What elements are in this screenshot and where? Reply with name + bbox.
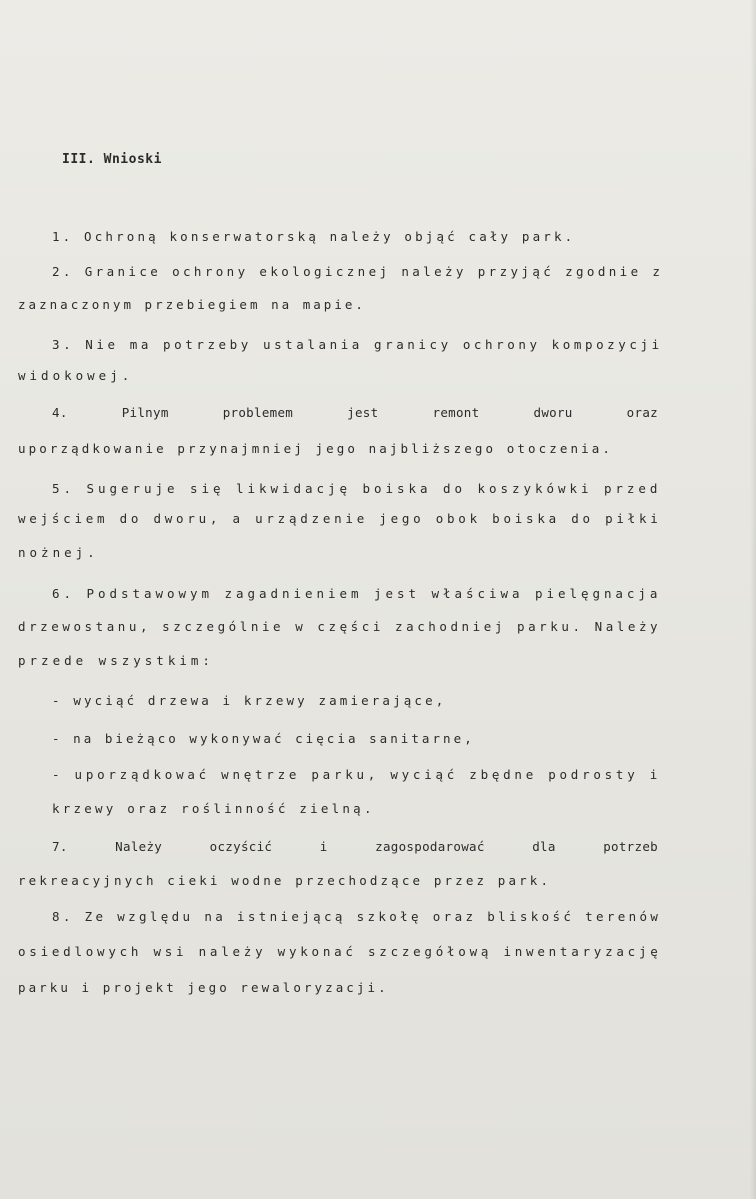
word: remont bbox=[432, 405, 480, 420]
text-line: rekreacyjnych cieki wodne przechodzące przez park. bbox=[18, 873, 552, 888]
word: i bbox=[319, 839, 328, 854]
word: zagospodarować bbox=[375, 839, 485, 854]
text-line: zaznaczonym przebiegiem na mapie. bbox=[18, 297, 366, 312]
text-line: - uporządkować wnętrze parku, wyciąć zbędne podrosty i bbox=[52, 767, 662, 782]
word: Należy bbox=[115, 839, 163, 854]
word: Pilnym bbox=[121, 405, 169, 420]
text-line: 1. Ochroną konserwatorską należy objąć cały park. bbox=[52, 229, 576, 244]
word: jest bbox=[347, 405, 379, 420]
text-line: przede wszystkim: bbox=[18, 653, 214, 668]
text-line: 2. Granice ochrony ekologicznej należy przyjąć zgodnie z bbox=[52, 264, 664, 279]
text-line: nożnej. bbox=[18, 545, 99, 560]
text-line: 6. Podstawowym zagadnieniem jest właściwa pielęgnacja bbox=[52, 586, 662, 601]
text-line: osiedlowych wsi należy wykonać szczegółową inwentaryzację bbox=[18, 944, 662, 959]
word: 4. bbox=[52, 405, 68, 420]
text-line: 3. Nie ma potrzeby ustalania granicy ochrony kompozycji bbox=[52, 337, 663, 352]
text-line: parku i projekt jego rewaloryzacji. bbox=[18, 980, 389, 995]
text-line: widokowej. bbox=[18, 368, 134, 383]
word: dworu bbox=[533, 405, 573, 420]
justified-line bbox=[52, 405, 658, 420]
word: oraz bbox=[626, 405, 658, 420]
section-heading: III. Wnioski bbox=[62, 152, 162, 167]
text-line: wejściem do dworu, a urządzenie jego obok boiska do piłki bbox=[18, 511, 662, 526]
text-line: krzewy oraz roślinność zielną. bbox=[52, 801, 375, 816]
justified-line bbox=[52, 839, 658, 854]
text-line: drzewostanu, szczególnie w części zachodniej parku. Należy bbox=[18, 619, 662, 634]
text-line: - wyciąć drzewa i krzewy zamierające, bbox=[52, 693, 447, 708]
text-line: 5. Sugeruje się likwidację boiska do koszykówki przed bbox=[52, 481, 662, 496]
word: 7. bbox=[52, 839, 68, 854]
text-line: 8. Ze względu na istniejącą szkołę oraz bliskość terenów bbox=[52, 909, 662, 924]
text-line: - na bieżąco wykonywać cięcia sanitarne, bbox=[52, 731, 475, 746]
word: dla bbox=[532, 839, 556, 854]
text-line: uporządkowanie przynajmniej jego najbliższego otoczenia. bbox=[18, 441, 614, 456]
word: potrzeb bbox=[603, 839, 658, 854]
word: problemem bbox=[222, 405, 294, 420]
word: oczyścić bbox=[209, 839, 273, 854]
